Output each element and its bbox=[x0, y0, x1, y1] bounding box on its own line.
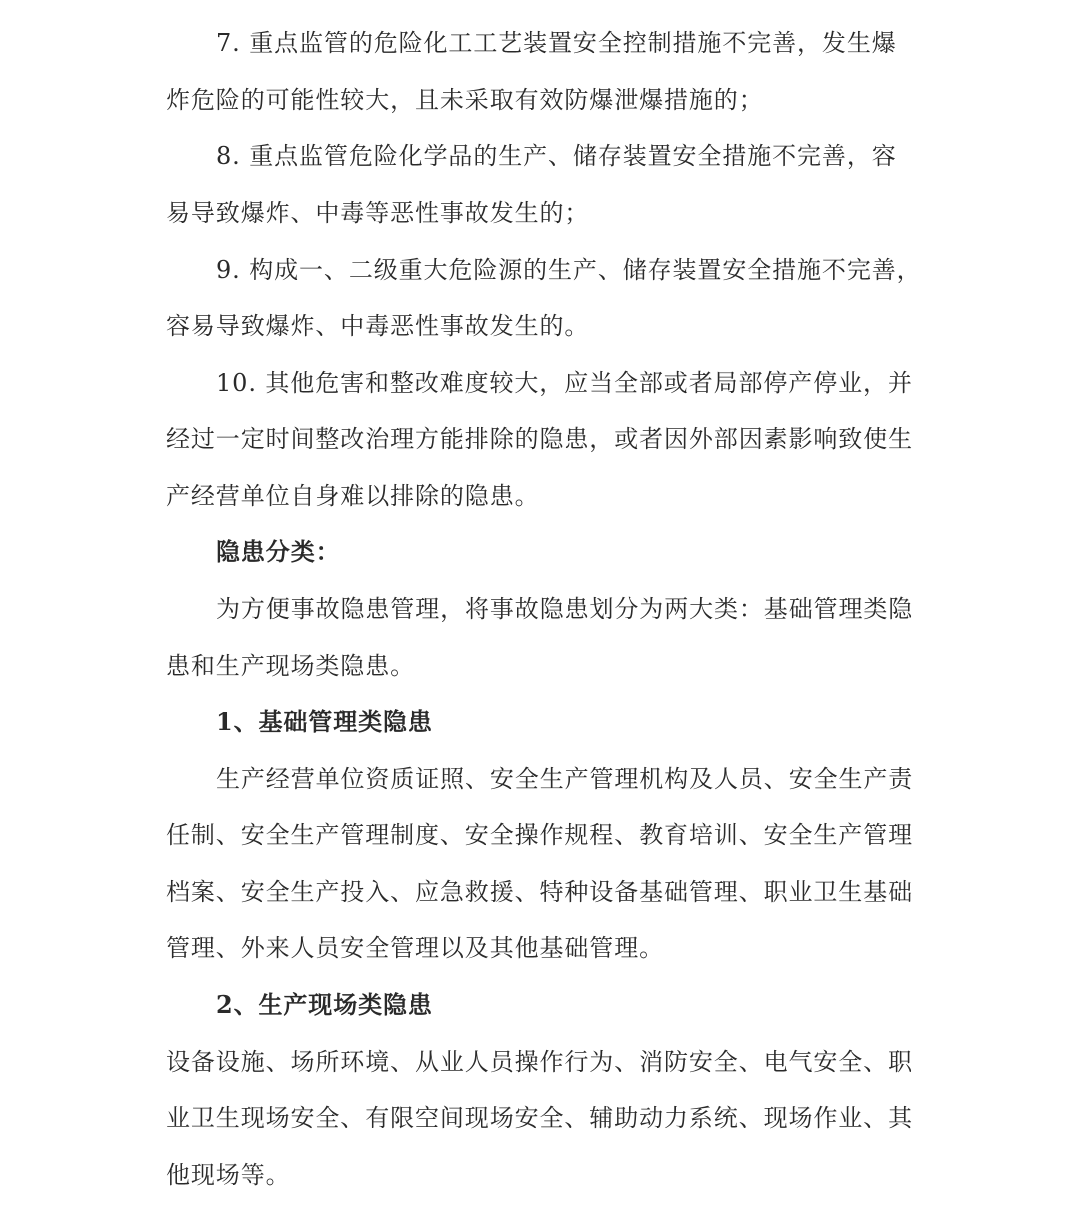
paragraph-line: 9. 构成一、二级重大危险源的生产、储存装置安全措施不完善， bbox=[216, 256, 922, 284]
paragraph-line: 他现场等。 bbox=[166, 1161, 291, 1189]
paragraph-line: 任制、安全生产管理制度、安全操作规程、教育培训、安全生产管理 bbox=[166, 821, 913, 849]
paragraph-line: 10. 其他危害和整改难度较大，应当全部或者局部停产停业，并 bbox=[216, 369, 913, 397]
subsection-heading: 1、基础管理类隐患 bbox=[216, 707, 433, 736]
paragraph-line: 档案、安全生产投入、应急救援、特种设备基础管理、职业卫生基础 bbox=[166, 878, 913, 906]
paragraph-line: 为方便事故隐患管理，将事故隐患划分为两大类：基础管理类隐 bbox=[216, 595, 914, 623]
paragraph-line: 业卫生现场安全、有限空间现场安全、辅助动力系统、现场作业、其 bbox=[166, 1104, 913, 1132]
paragraph-line: 容易导致爆炸、中毒恶性事故发生的。 bbox=[166, 312, 590, 340]
paragraph-line: 8. 重点监管危险化学品的生产、储存装置安全措施不完善，容 bbox=[216, 142, 897, 170]
paragraph-line: 产经营单位自身难以排除的隐患。 bbox=[166, 482, 540, 510]
section-heading: 隐患分类： bbox=[216, 537, 341, 566]
paragraph-line: 炸危险的可能性较大，且未采取有效防爆泄爆措施的； bbox=[166, 86, 764, 114]
subsection-heading: 2、生产现场类隐患 bbox=[216, 990, 433, 1019]
paragraph-line: 易导致爆炸、中毒等恶性事故发生的； bbox=[166, 199, 590, 227]
paragraph-line: 设备设施、场所环境、从业人员操作行为、消防安全、电气安全、职 bbox=[166, 1048, 913, 1076]
paragraph-line: 患和生产现场类隐患。 bbox=[166, 652, 415, 680]
paragraph-line: 生产经营单位资质证照、安全生产管理机构及人员、安全生产责 bbox=[216, 765, 914, 793]
paragraph-line: 7. 重点监管的危险化工工艺装置安全控制措施不完善，发生爆 bbox=[216, 29, 897, 57]
paragraph-line: 管理、外来人员安全管理以及其他基础管理。 bbox=[166, 934, 664, 962]
paragraph-line: 经过一定时间整改治理方能排除的隐患，或者因外部因素影响致使生 bbox=[166, 425, 913, 453]
